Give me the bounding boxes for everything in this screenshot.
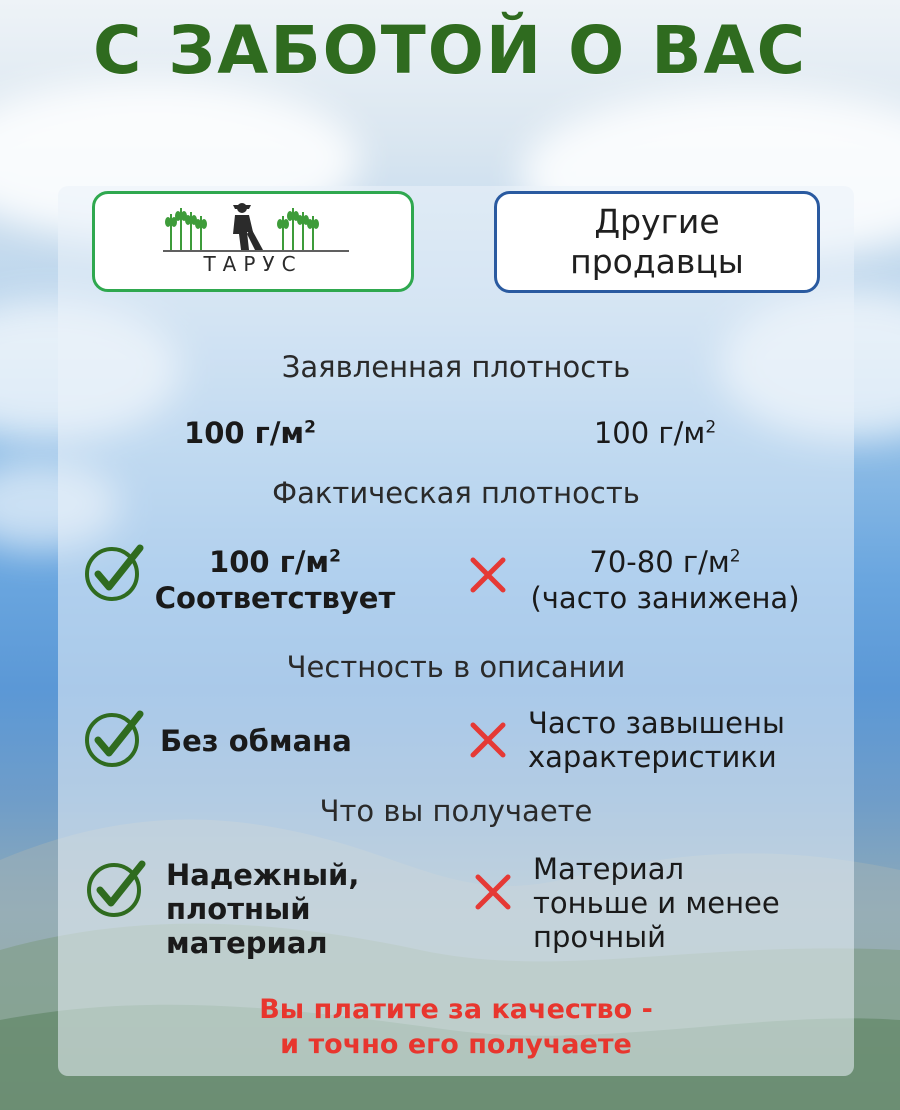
section-heading-actual-density: Фактическая плотность	[272, 476, 640, 510]
cross-icon	[469, 556, 507, 594]
competitor-card	[494, 191, 820, 293]
check-circle-icon	[84, 542, 146, 602]
theirs-actual-density: 70-80 $г/м^2$	[589, 545, 741, 579]
brand-card	[92, 191, 414, 292]
ours-honesty: Без обмана	[160, 724, 352, 758]
section-heading-honesty: Честность в описании	[286, 650, 626, 684]
theirs-honesty: Часто завышены характеристики	[528, 706, 785, 774]
ours-actual-note: Соответствует	[154, 581, 396, 615]
wheat-farmer-logo-icon	[163, 200, 349, 256]
check-circle-icon	[86, 858, 148, 918]
cross-icon	[469, 721, 507, 759]
section-heading-declared-density: Заявленная плотность	[281, 350, 631, 384]
brand-name: ТАРУС	[203, 252, 303, 276]
theirs-what-you-get: Материал тоньше и менее прочный	[533, 852, 780, 954]
ours-declared-density: 100 $г/м^2$	[184, 416, 316, 450]
cross-icon	[474, 873, 512, 911]
check-circle-icon	[84, 708, 146, 768]
ours-what-you-get: Надежный, плотный материал	[166, 858, 360, 960]
theirs-actual-note: (часто занижена)	[530, 581, 800, 615]
page-title: С ЗАБОТОЙ О ВАС	[92, 12, 808, 89]
theirs-declared-density: 100 $г/м^2$	[593, 416, 717, 450]
ours-actual-density: 100 $г/м^2$	[209, 545, 341, 579]
competitor-label: Другие продавцы	[570, 202, 744, 281]
section-heading-what-you-get: Что вы получаете	[319, 794, 593, 828]
footer-slogan: Вы платите за качество - и точно его получаете	[259, 994, 653, 1060]
